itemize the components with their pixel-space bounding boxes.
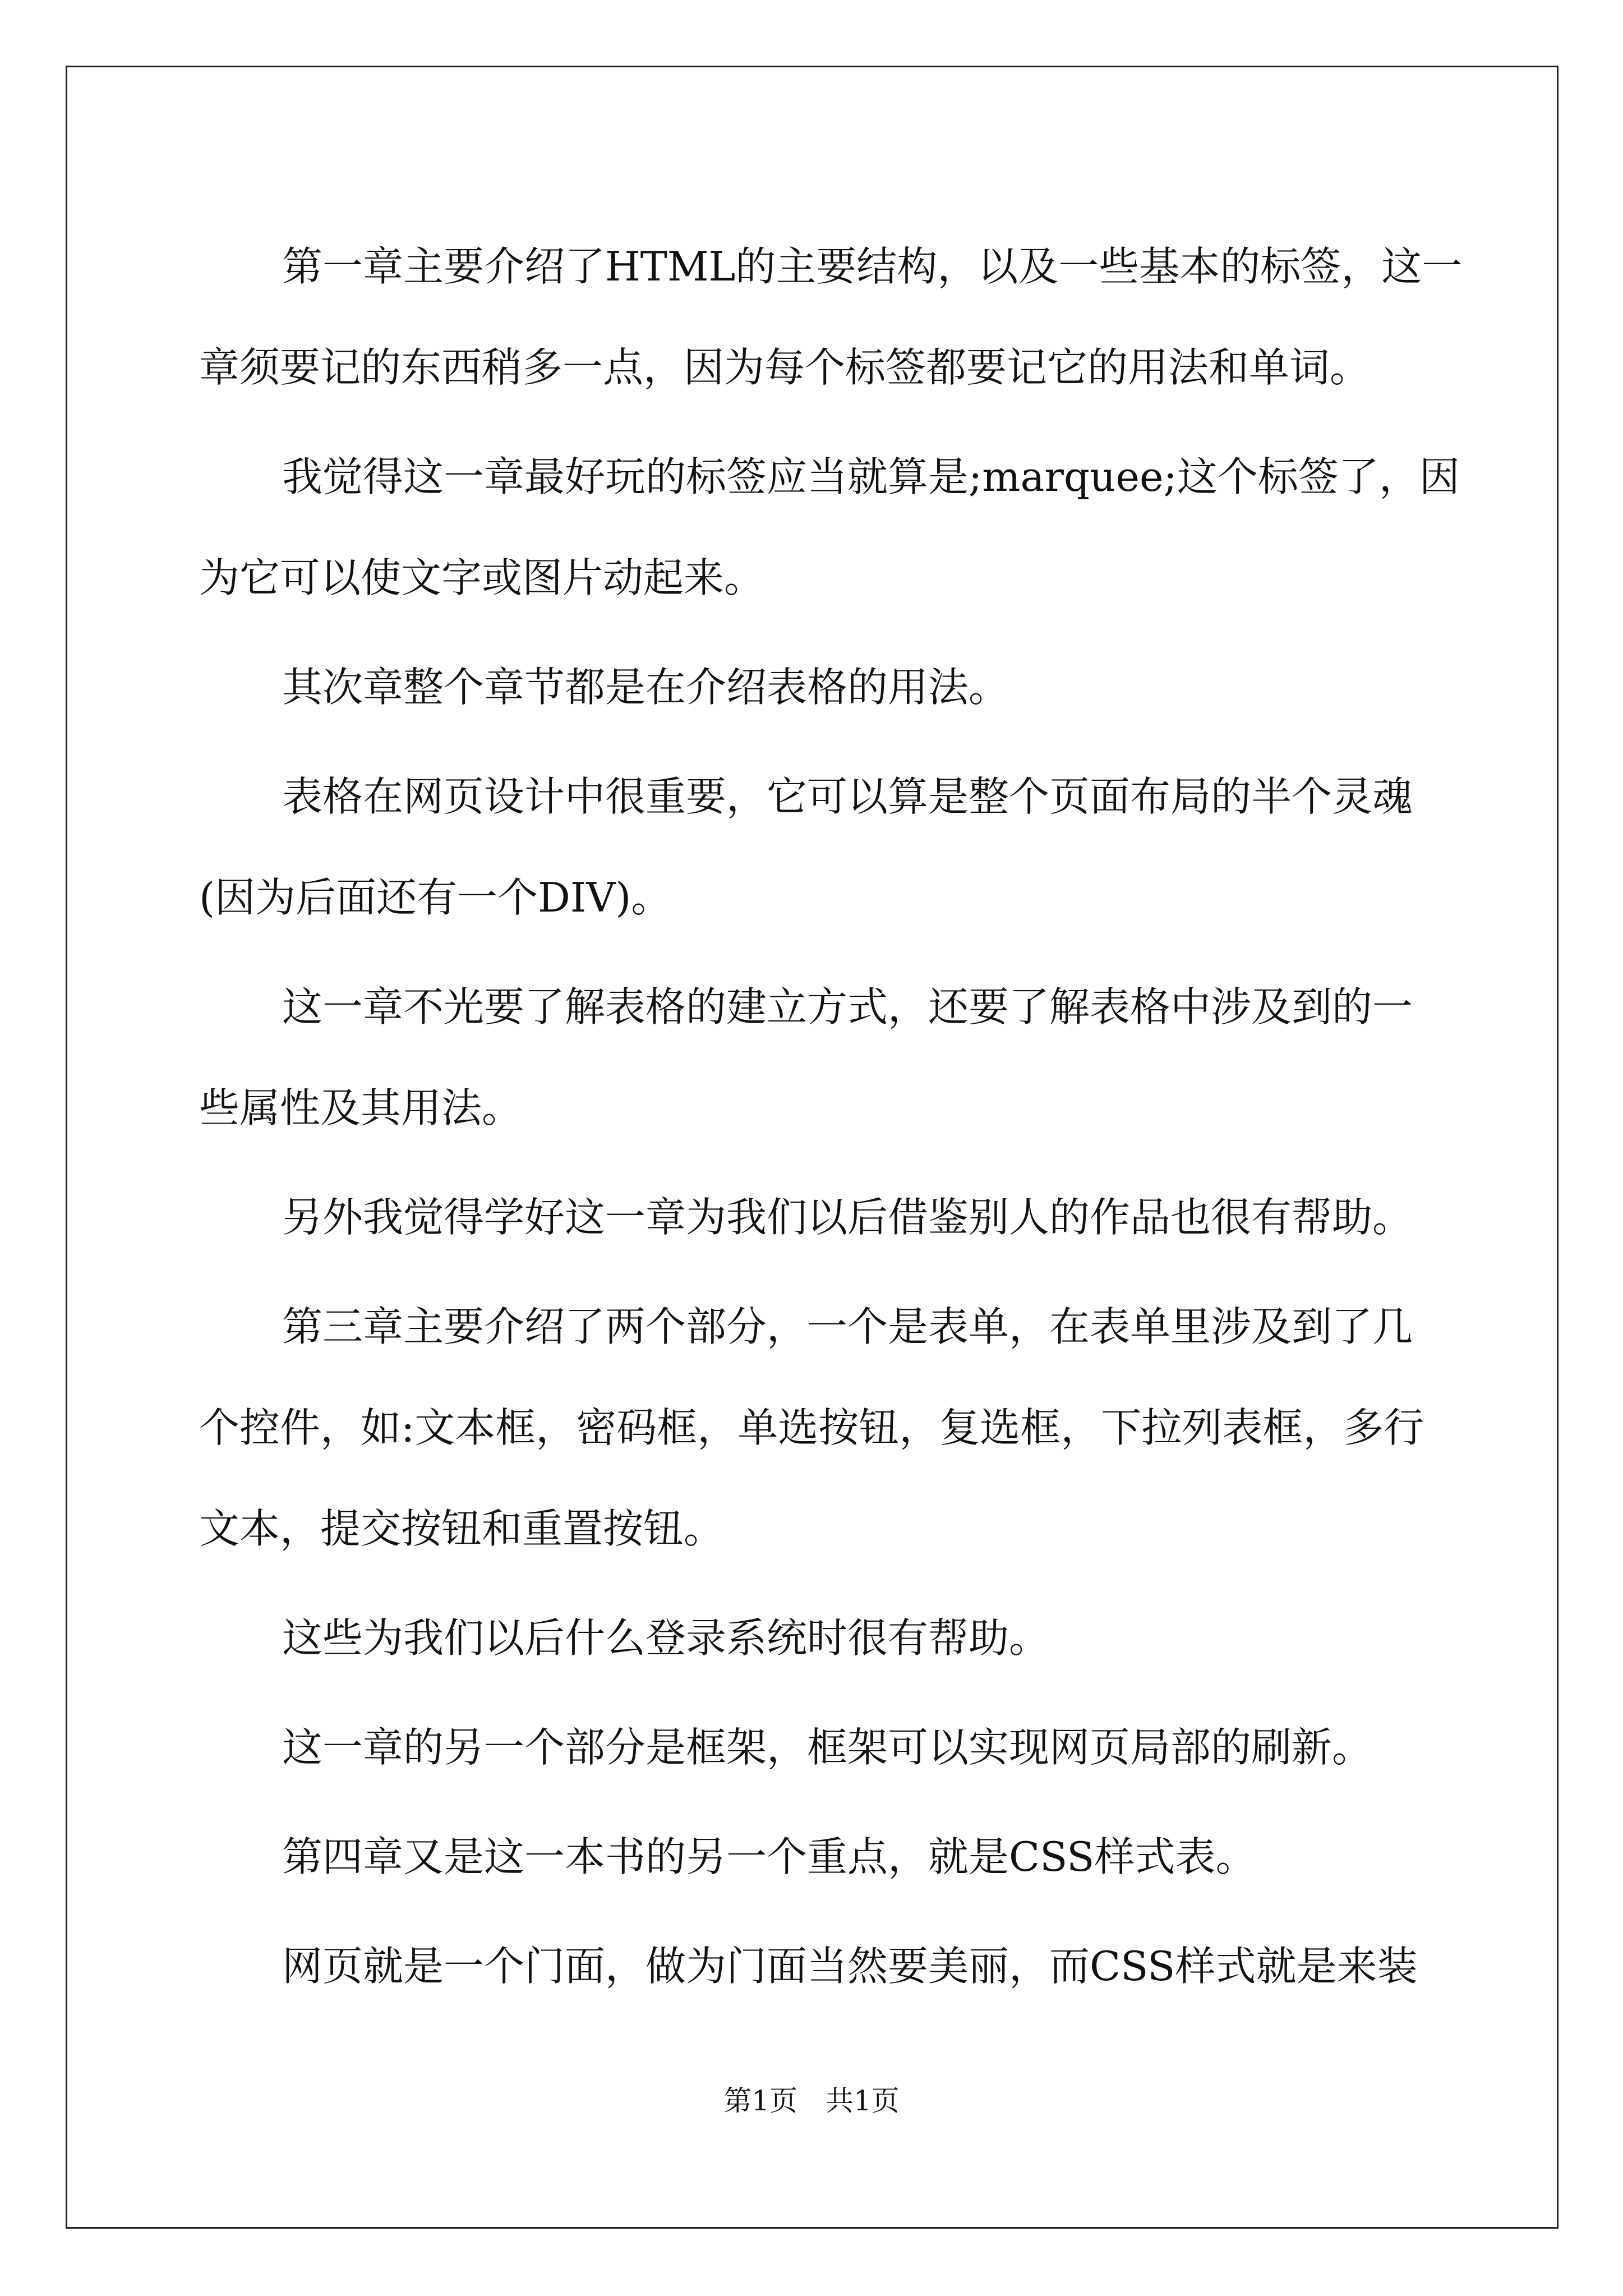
text-line: 文本，提交按钮和重置按钮。 xyxy=(199,1505,725,1552)
text-line: 表格在网页设计中很重要，它可以算是整个页面布局的半个灵魂 xyxy=(282,773,1413,820)
text-line: 个控件，如:文本框，密码框，单选按钮，复选框，下拉列表框，多行 xyxy=(199,1404,1424,1451)
text-line: 另外我觉得学好这一章为我们以后借鉴别人的作品也很有帮助。 xyxy=(282,1194,1413,1241)
paragraph xyxy=(199,1806,1424,1907)
text-line: (因为后面还有一个DIV)。 xyxy=(199,874,672,921)
text-line: 第四章又是这一本书的另一个重点，就是CSS样式表。 xyxy=(282,1833,1256,1880)
document-body xyxy=(199,216,1463,2017)
text-line: 其次章整个章节都是在介绍表格的用法。 xyxy=(282,664,1009,711)
text-line: 网页就是一个门面，做为门面当然要美丽，而CSS样式就是来装 xyxy=(282,1943,1418,1990)
paragraph xyxy=(199,1276,1424,1579)
text-line: 这一章的另一个部分是框架，框架可以实现网页局部的刷新。 xyxy=(282,1724,1373,1771)
page-number: 第1页 xyxy=(723,2085,797,2117)
paragraph xyxy=(199,426,1460,628)
paragraph xyxy=(199,956,1424,1158)
text-line: 章须要记的东西稍多一点，因为每个标签都要记它的用法和单词。 xyxy=(199,344,1371,391)
text-line: 为它可以使文字或图片动起来。 xyxy=(199,554,765,601)
text-line: 这些为我们以后什么登录系统时很有帮助。 xyxy=(282,1614,1050,1662)
paragraph xyxy=(199,746,1424,948)
text-line: 第一章主要介绍了HTML的主要结构，以及一些基本的标签，这一 xyxy=(282,243,1463,290)
text-line: 我觉得这一章最好玩的标签应当就算是;marquee;这个标签了，因 xyxy=(282,453,1460,500)
paragraph xyxy=(199,1588,1424,1688)
paragraph xyxy=(199,216,1463,418)
text-line: 第三章主要介绍了两个部分，一个是表单，在表单里涉及到了几 xyxy=(282,1303,1413,1350)
paragraph xyxy=(199,1167,1424,1268)
page-total: 共1页 xyxy=(826,2085,900,2117)
paragraph xyxy=(199,1697,1424,1798)
text-line: 这一章不光要了解表格的建立方式，还要了解表格中涉及到的一 xyxy=(282,983,1413,1030)
text-line: 些属性及其用法。 xyxy=(199,1084,523,1131)
page-footer xyxy=(0,2084,1623,2118)
paragraph xyxy=(199,1916,1424,2017)
paragraph xyxy=(199,637,1424,738)
